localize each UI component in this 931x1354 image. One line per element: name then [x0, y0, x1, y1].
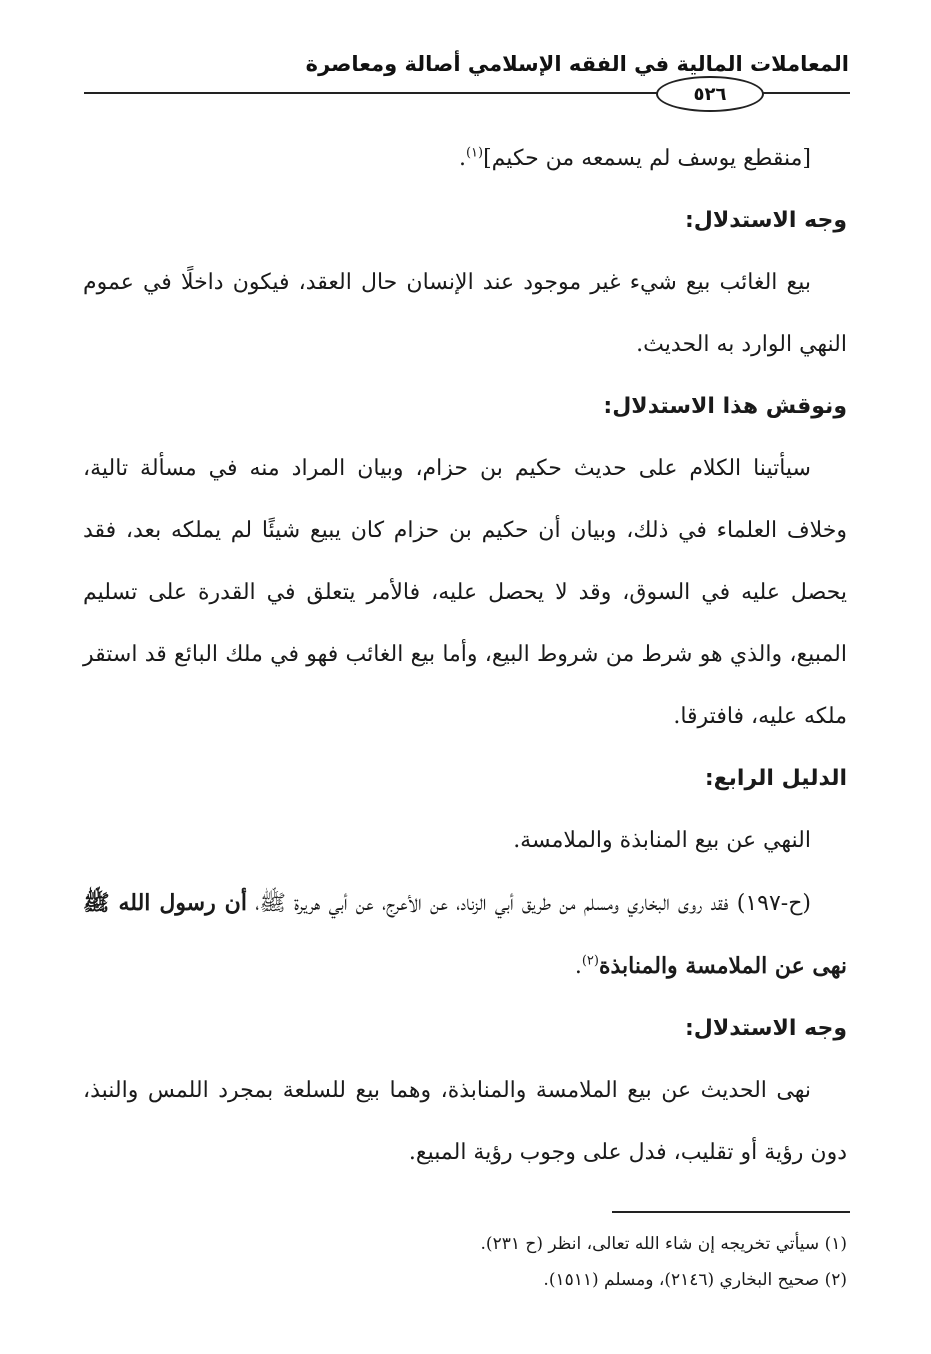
- footnote-2: (٢) صحيح البخاري (٢١٤٦)، ومسلم (١٥١١).: [543, 1270, 847, 1290]
- footnote-ref-1[interactable]: (١): [465, 145, 484, 161]
- main-text: [83, 128, 847, 1184]
- footnotes: [83, 1226, 847, 1298]
- footnote-1: (١) سيأتي تخريجه إن شاء الله تعالى، انظر (ح ٢٣١).: [480, 1234, 847, 1254]
- hadith-chain: (ح-١٩٧) فقد روى البخاري ومسلم من طريق أبي الزناد، عن الأعرج، عن أبي هريرة ﷺ،: [246, 891, 811, 916]
- paragraph-end: .: [458, 146, 466, 171]
- paragraph-4: النهي عن بيع المنابذة والملامسة.: [513, 828, 811, 853]
- heading-fourth-evidence: الدليل الرابع:: [704, 766, 847, 791]
- running-title: المعاملات المالية في الفقه الإسلامي أصالة ومعاصرة: [305, 52, 849, 76]
- page-number-text: ٥٢٦: [693, 83, 727, 105]
- heading-inference-1: وجه الاستدلال:: [684, 208, 847, 233]
- hadith-text: أن رسول الله ﷺ نهى عن الملامسة والمنابذة: [83, 890, 847, 979]
- citation-note: [منقطع يوسف لم يسمعه من حكيم]: [483, 146, 811, 171]
- paragraph-2: بيع الغائب بيع شيء غير موجود عند الإنسان حال العقد، فيكون داخلًا في عموم النهي الوارد به الحديث.: [83, 270, 847, 357]
- footnote-rule: [612, 1211, 850, 1213]
- paragraph-6: نهى الحديث عن بيع الملامسة والمنابذة، وهما بيع للسلعة بمجرد اللمس والنبذ، دون رؤية أو تقليب، فدل على وجوب رؤية المبيع.: [83, 1078, 847, 1165]
- page-number: [656, 76, 764, 112]
- paragraph-3: سيأتينا الكلام على حديث حكيم بن حزام، وبيان المراد منه في مسألة تالية، وخلاف العلماء في ذلك، وبيان أن حكيم بن حزام كان يبيع شيئًا لم يملكه بعد، فقد يحصل عليه في السوق، وقد لا يحصل عليه، فالأمر يتعلق في القدرة على تسليم المبيع، والذي هو شرط من شروط البيع، وأما بيع الغائب فهو في ملك البائع قد استقر ملكه عليه، فافترقا.: [83, 456, 847, 729]
- paragraph-1: [83, 128, 847, 190]
- paragraph-end: .: [574, 954, 582, 979]
- heading-inference-2: وجه الاستدلال:: [684, 1016, 847, 1041]
- heading-discussion: ونوقش هذا الاستدلال:: [603, 394, 847, 419]
- paragraph-5: [83, 872, 847, 998]
- footnote-ref-2[interactable]: (٢): [581, 953, 599, 969]
